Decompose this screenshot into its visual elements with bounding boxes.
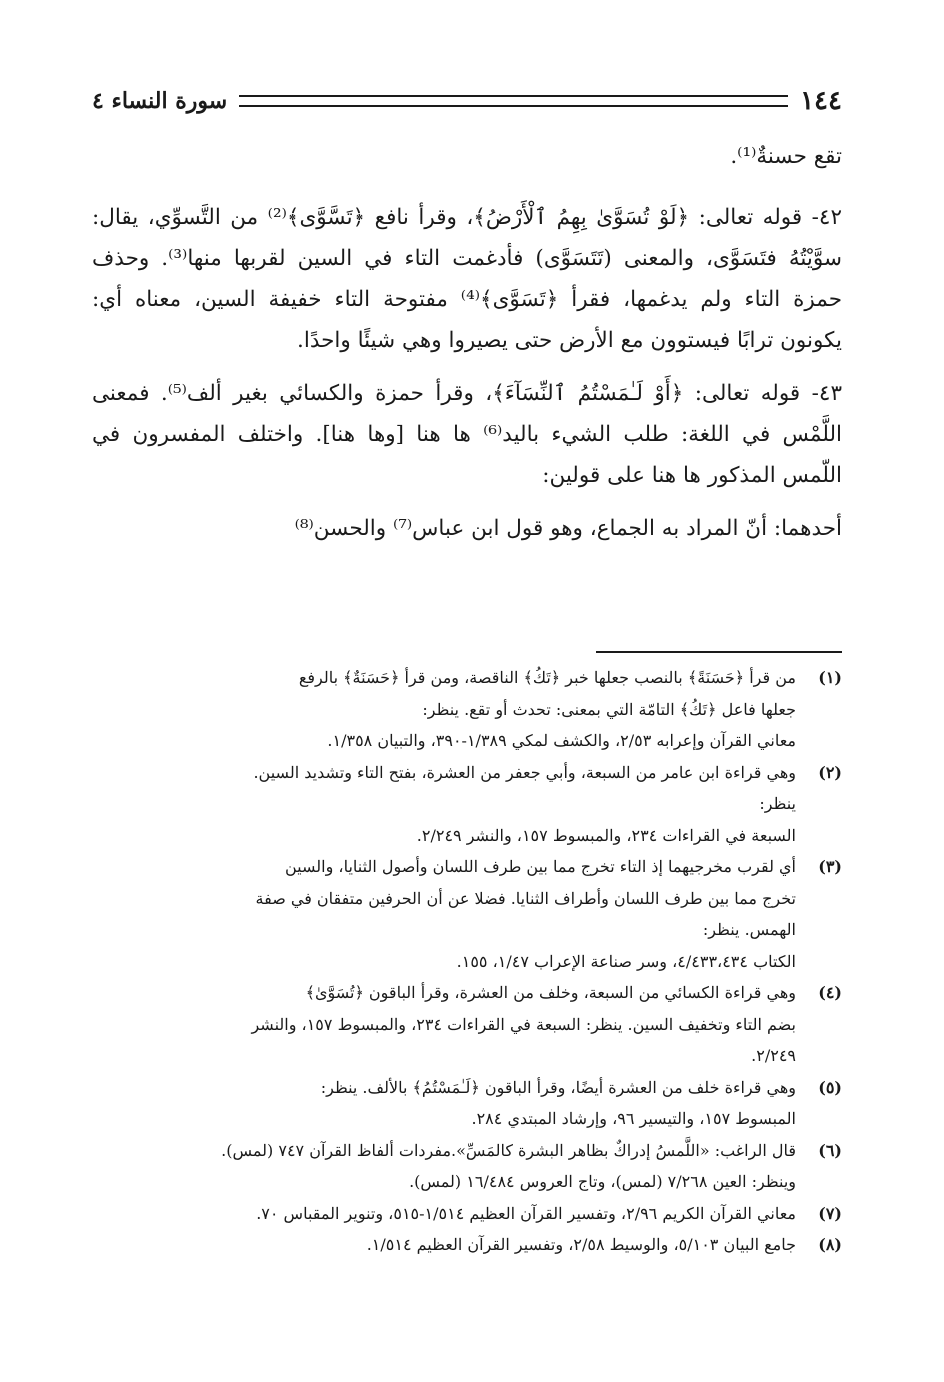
paragraph-verse-42: ٤٢- قوله تعالى: ﴿لَوْ تُسَوَّىٰ بِهِمُ ٱلْأَرْضُ﴾، وقرأ نافع ﴿تَسَّوَّى﴾⁽²⁾ من التَّسوِّي، يقال: سوَّيْتُهُ فتَسَوَّى، والمعنى (تَتَسَوَّى) فأدغمت التاء في السين لقربها منها⁽³⁾. وحذف حمزة التاء ولم يدغمها، فقرأ ﴿تَسَوَّى﴾⁽⁴⁾ مفتوحة التاء خفيفة السين، معناه أي: يكونون ترابًا فيستوون مع الأرض حتى يصيروا وهي شيئًا واحدًا.	[92, 205, 843, 353]
footnote-line: وهي قراءة الكسائي من السبعة، وخلف من العشرة، وقرأ الباقون ﴿تُسَوَّىٰ﴾	[305, 983, 796, 1002]
footnote-4	[92, 977, 842, 1072]
footnote-line: تخرج مما بين طرف اللسان وأطراف الثنايا. فضلا عن أن الحرفين متفقان في صفة	[255, 888, 796, 908]
header-rule	[239, 95, 788, 107]
footnote-line: وينظر: العين ٧/٢٦٨ (لمس)، وتاج العروس ١٦/٤٨٤ (لمس).	[409, 1172, 796, 1191]
footnote-number: (٧)	[818, 1203, 842, 1223]
footnote-line: معاني القرآن وإعرابه ٢/٥٣، والكشف لمكي ١/٣٨٩-٣٩٠، والتبيان ١/٣٥٨.	[327, 731, 796, 750]
paragraph-continuation: تقع حسنةٌ⁽¹⁾.	[730, 144, 842, 169]
footnote-line: وهي قراءة خلف من العشرة أيضًا، وقرأ الباقون ﴿لَـٰمَسْتُمُ﴾ بالألف. ينظر:	[320, 1077, 796, 1097]
footnote-number: (٥)	[818, 1077, 842, 1097]
footnote-number: (١)	[818, 668, 842, 687]
footnote-number: (٤)	[818, 983, 842, 1002]
footnote-number: (٢)	[818, 762, 842, 782]
footnotes	[92, 662, 842, 1261]
page-header	[92, 84, 842, 118]
surah-title: سورة النساء ٤	[92, 88, 228, 114]
footnote-5	[92, 1072, 842, 1135]
footnote-line: جعلها فاعل ﴿تَكُ﴾ التامّة التي بمعنى: تحدث أو تقع. ينظر:	[422, 699, 796, 719]
footnote-7	[92, 1198, 842, 1230]
footnote-1	[92, 662, 842, 757]
footnote-line: الهمس. ينظر:	[702, 920, 796, 939]
page-number: ١٤٤	[800, 86, 842, 116]
footnote-number: (٦)	[818, 1140, 842, 1160]
footnote-number: (٣)	[818, 857, 842, 876]
main-text	[92, 136, 842, 561]
footnote-line: جامع البيان ٥/١٠٣، والوسيط ٢/٥٨، وتفسير القرآن العظيم ١/٥١٤.	[366, 1235, 796, 1254]
footnote-line: من قرأ ﴿حَسَنَةً﴾ بالنصب جعلها خبر ﴿تَكُ﴾ الناقصة، ومن قرأ ﴿حَسَنَةٌ﴾ بالرفع	[298, 668, 796, 687]
footnote-line: وهي قراءة ابن عامر من السبعة، وأبي جعفر من العشرة، بفتح التاء وتشديد السين.	[253, 762, 796, 782]
footnote-separator	[596, 651, 842, 653]
footnote-line: الكتاب ٤/٤٣٣،٤٣٤، وسر صناعة الإعراب ١/٤٧، ١٥٥.	[456, 951, 796, 971]
footnote-number: (٨)	[818, 1235, 842, 1254]
footnote-line: ٢/٢٤٩.	[751, 1046, 796, 1065]
footnote-2	[92, 757, 842, 852]
footnote-line: أي لقرب مخرجيهما إذ التاء تخرج مما بين طرف اللسان وأصول الثنايا، والسين	[285, 857, 796, 876]
footnote-8	[92, 1229, 842, 1261]
footnote-line: ينظر:	[759, 794, 796, 813]
footnote-line: معاني القرآن الكريم ٢/٩٦، وتفسير القرآن العظيم ١/٥١٤-٥١٥، وتنوير المقباس ٧٠.	[256, 1203, 796, 1223]
footnote-line: المبسوط ١٥٧، والتيسير ٩٦، وإرشاد المبتدي ٢٨٤.	[471, 1109, 796, 1128]
footnote-line: السبعة في القراءات ٢٣٤، والمبسوط ١٥٧، والنشر ٢/٢٤٩.	[416, 825, 796, 845]
paragraph-first-opinion: أحدهما: أنّ المراد به الجماع، وهو قول ابن عباس⁽⁷⁾ والحسن⁽⁸⁾	[294, 516, 842, 541]
footnote-3	[92, 851, 842, 977]
footnote-6	[92, 1135, 842, 1198]
paragraph-verse-43: ٤٣- قوله تعالى: ﴿أَوْ لَـٰمَسْتُمُ ٱلنِّسَآءَ﴾، وقرأ حمزة والكسائي بغير ألف⁽⁵⁾. فمعنى اللَّمْس في اللغة: طلب الشيء باليد⁽⁶⁾ ها هنا [وها هنا]. واختلف المفسرون في اللّمس المذكور ها هنا على قولين:	[92, 381, 842, 488]
footnote-line: قال الراغب: «اللَّمسُ إدراكٌ بظاهر البشرة كالمَسِّ».مفردات ألفاظ القرآن ٧٤٧ (لمس).	[221, 1140, 796, 1160]
footnote-line: بضم التاء وتخفيف السين. ينظر: السبعة في القراءات ٢٣٤، والمبسوط ١٥٧، والنشر	[251, 1014, 796, 1034]
